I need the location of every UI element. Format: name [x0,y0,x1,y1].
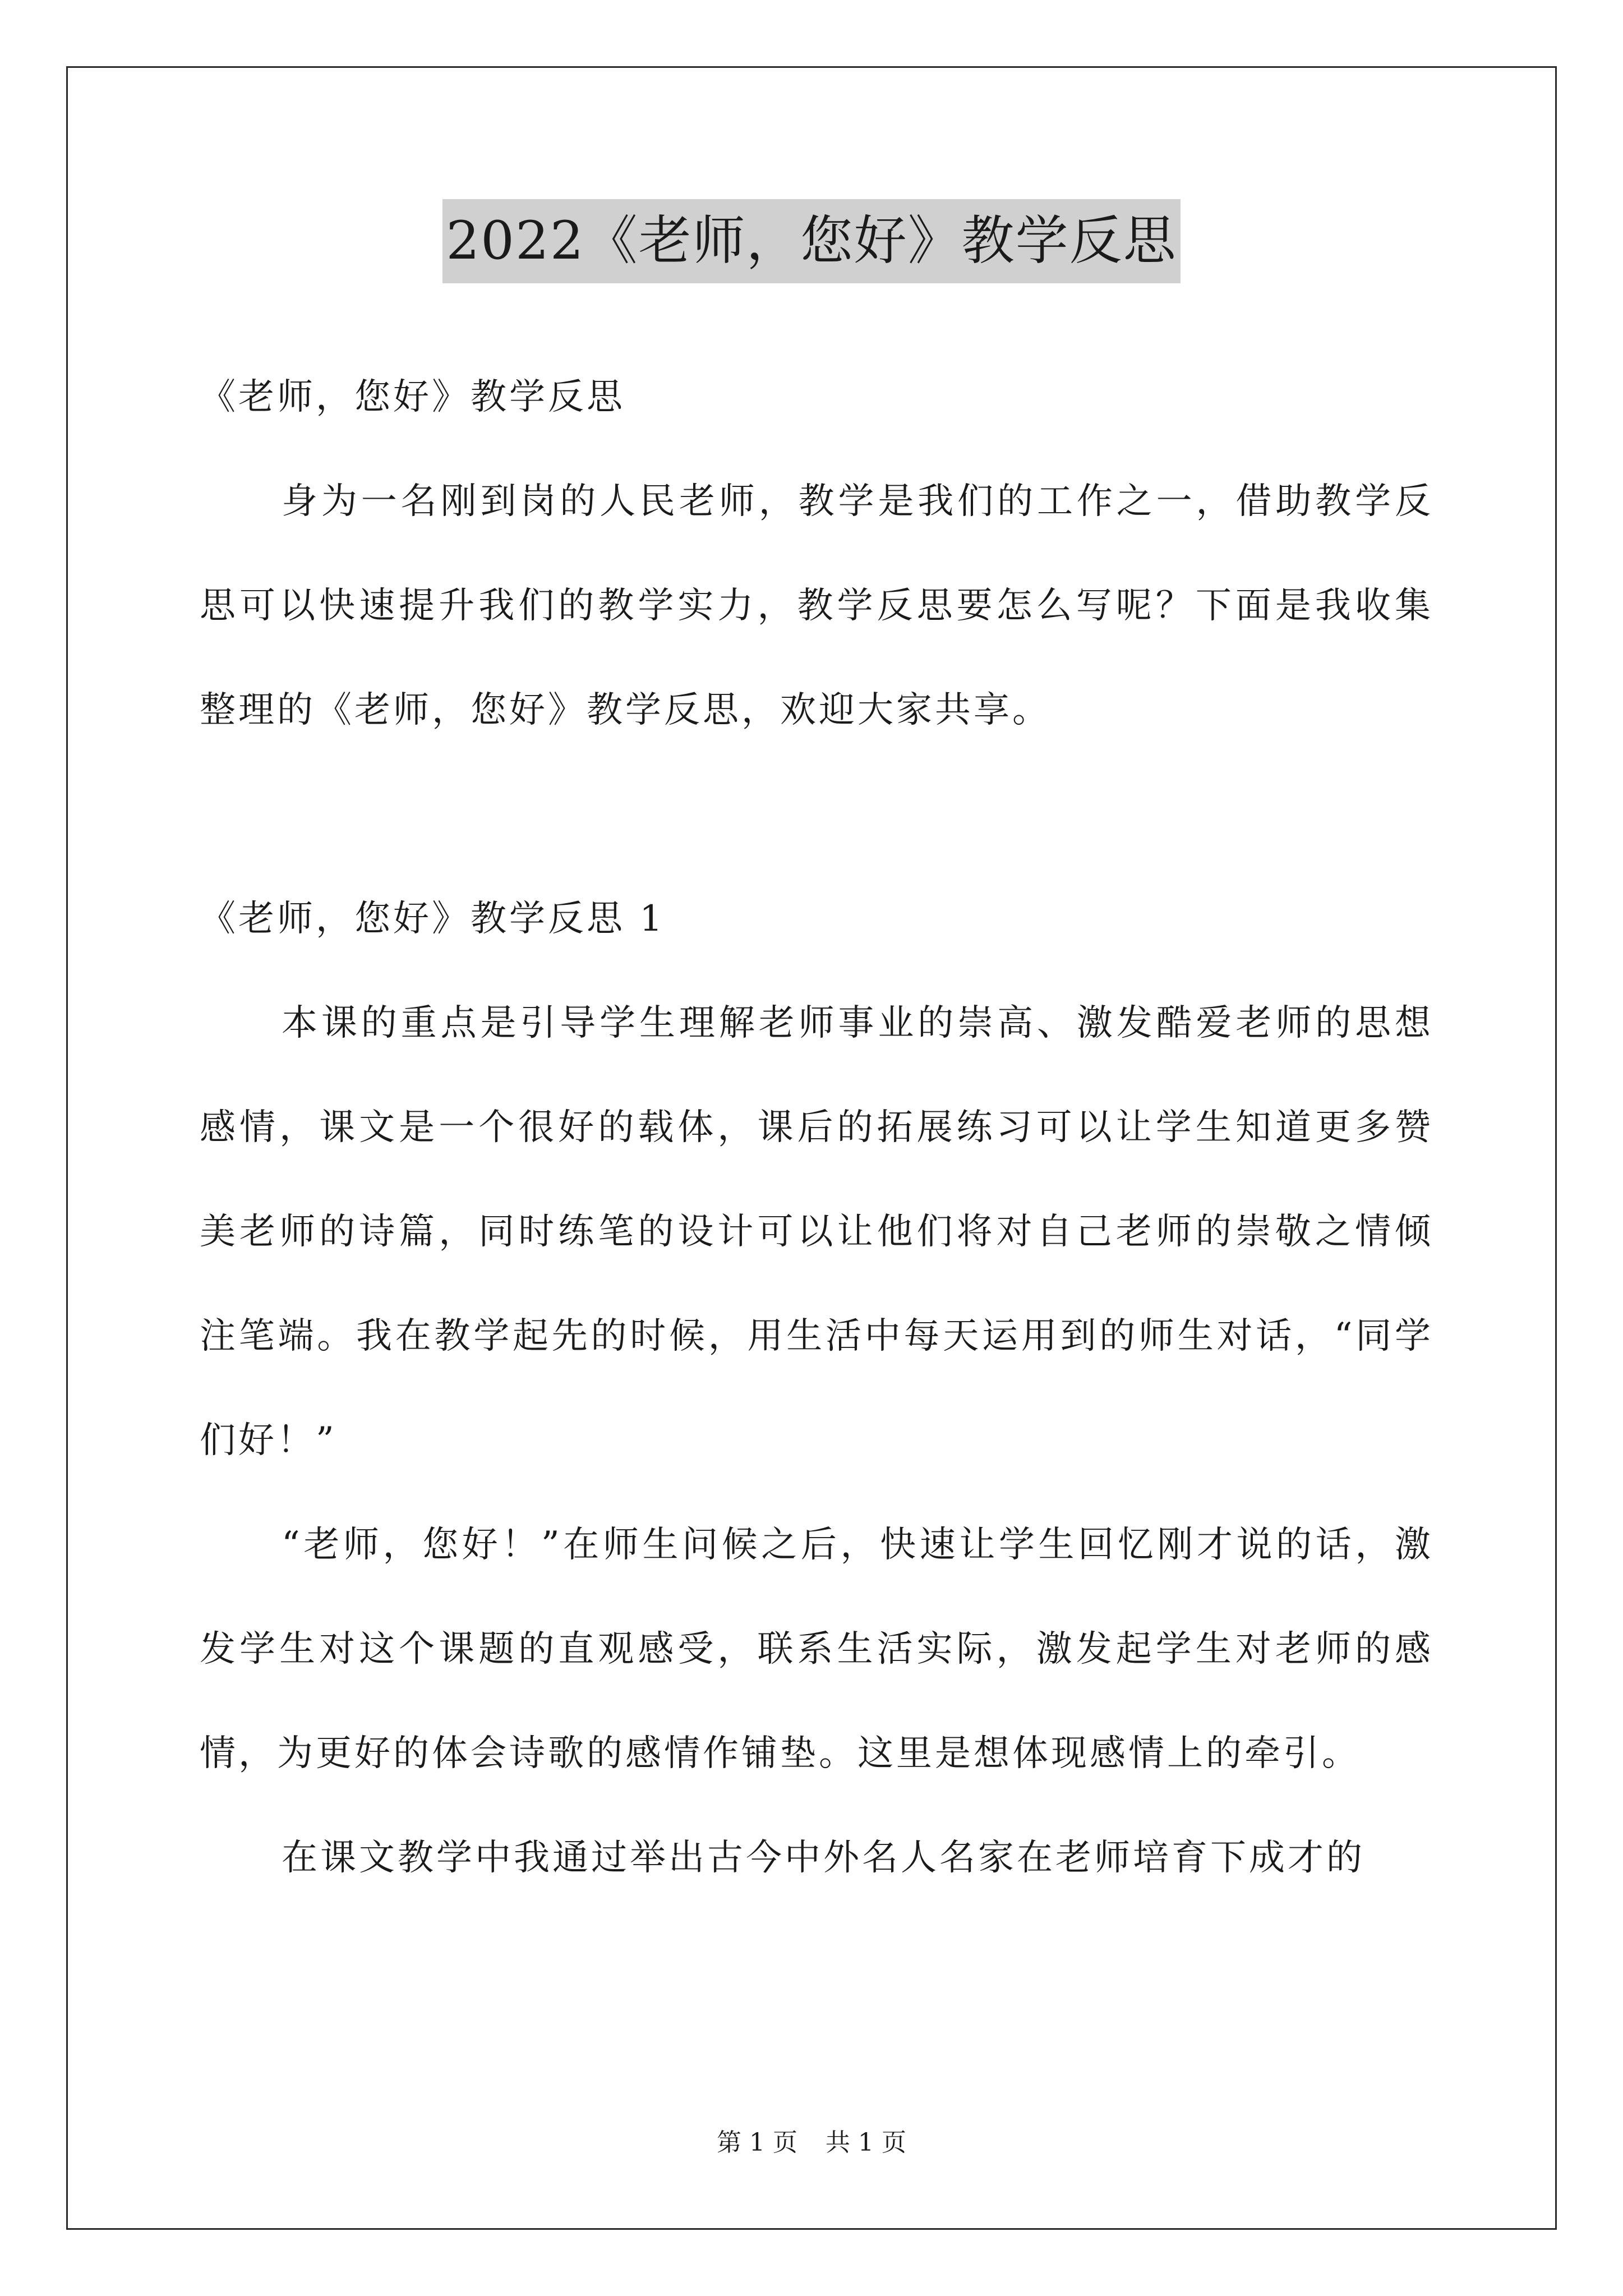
body-paragraph-3: 在课文教学中我通过举出古今中外名人名家在老师培育下成才的 [282,1837,1365,1879]
page-footer [0,2126,1623,2160]
document-title: 2022《老师，您好》教学反思 [442,199,1180,283]
body-paragraph-1: 本课的重点是引导学生理解老师事业的崇高、激发酷爱老师的思想感情，课文是一个很好的载体，课后的拓展练习可以让学生知道更多赞美老师的诗篇，同时练笔的设计可以让他们将对自己老师的崇敬之情倾注笔端。我在教学起先的时候，用生活中每天运用到的师生对话，“同学们好！” [200,1002,1433,1461]
page-number: 第 1 页 [717,2128,797,2157]
body-paragraph-2: “老师，您好！”在师生问候之后，快速让学生回忆刚才说的话，激发学生对这个课题的直观感受，联系生活实际，激发起学生对老师的感情，为更好的体会诗歌的感情作铺垫。这里是想体现感情上的牵引。 [200,1524,1433,1774]
section-heading: 《老师，您好》教学反思 1 [200,898,666,940]
intro-paragraph: 身为一名刚到岗的人民老师，教学是我们的工作之一，借助教学反思可以快速提升我们的教学实力，教学反思要怎么写呢？下面是我收集整理的《老师，您好》教学反思，欢迎大家共享。 [200,481,1433,731]
document-body [200,345,1433,1910]
page-total: 共 1 页 [826,2128,906,2157]
subtitle: 《老师，您好》教学反思 [200,376,625,418]
title-container [0,199,1623,283]
